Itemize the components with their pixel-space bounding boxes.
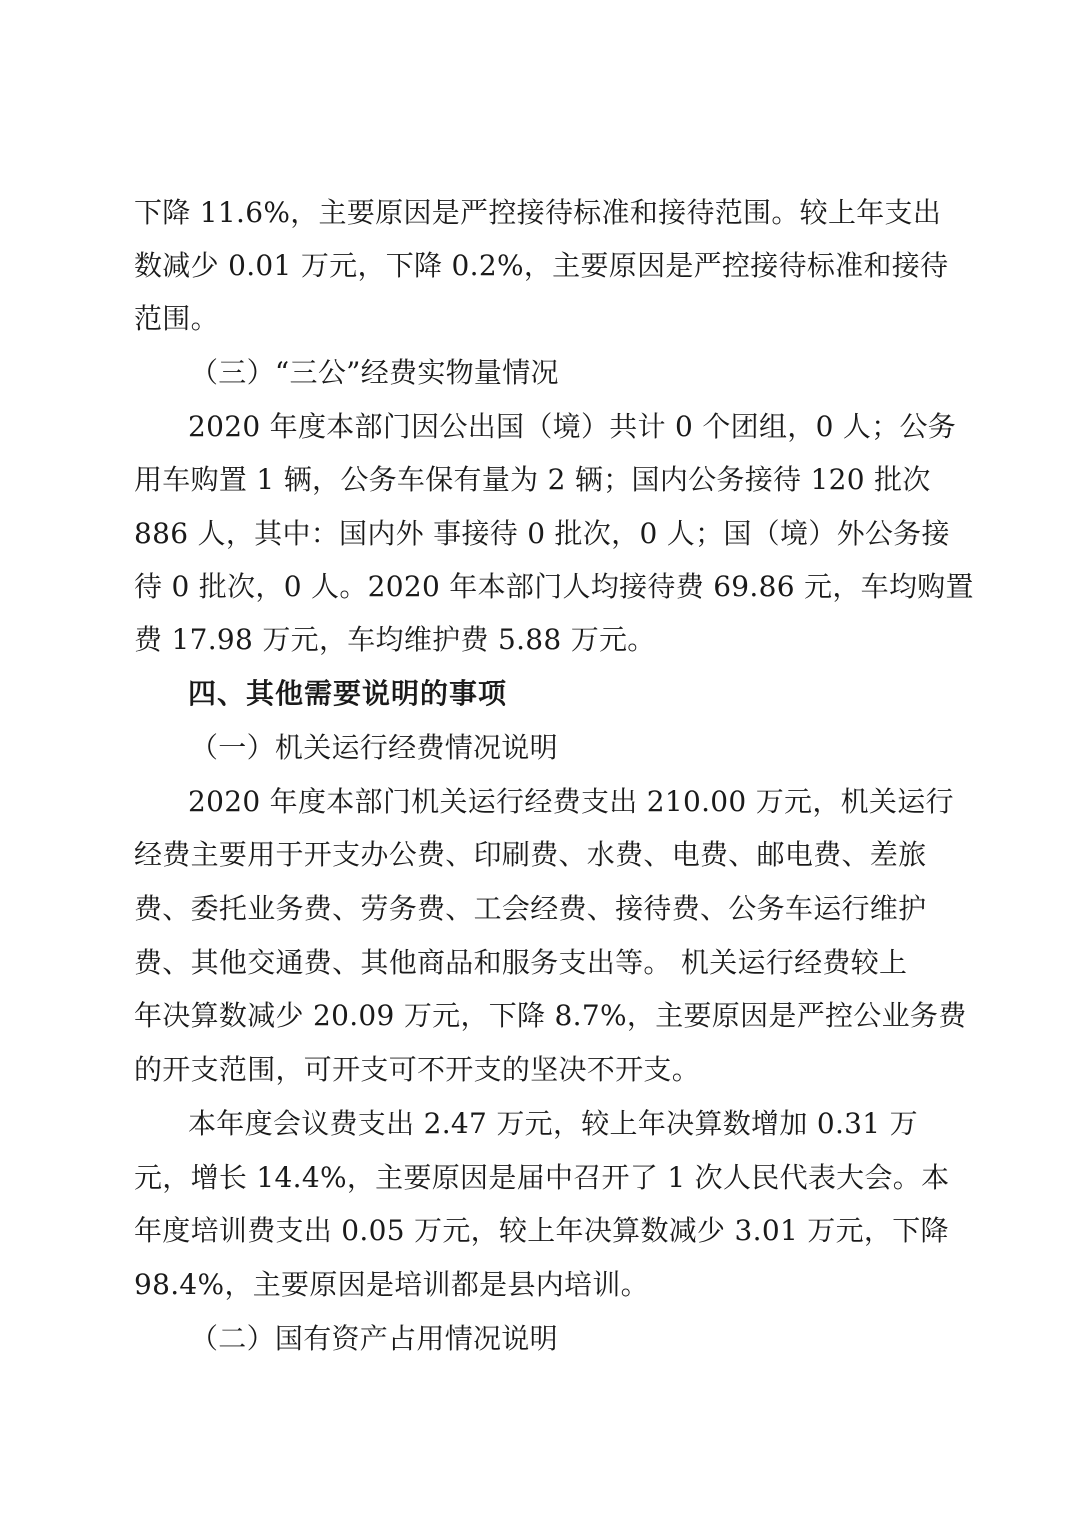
paragraph-line: 下降 11.6%，主要原因是严控接待标准和接待范围。较上年支出	[134, 196, 942, 229]
paragraph-line: 费、委托业务费、劳务费、工会经费、接待费、公务车运行维护	[134, 892, 927, 925]
paragraph-line: 范围。	[134, 302, 219, 335]
paragraph-line: 2020 年度本部门因公出国（境）共计 0 个团组，0 人；公务	[188, 410, 957, 443]
paragraph-line: 2020 年度本部门机关运行经费支出 210.00 万元，机关运行	[188, 785, 954, 818]
paragraph-line: 本年度会议费支出 2.47 万元，较上年决算数增加 0.31 万	[188, 1107, 918, 1140]
section-subheading: （二）国有资产占用情况说明	[190, 1322, 558, 1355]
paragraph-line: 年度培训费支出 0.05 万元，较上年决算数减少 3.01 万元，下降	[134, 1214, 949, 1247]
paragraph-line: 年决算数减少 20.09 万元，下降 8.7%，主要原因是严控公业务费	[134, 999, 967, 1032]
paragraph-line: 数减少 0.01 万元，下降 0.2%，主要原因是严控接待标准和接待	[134, 249, 949, 282]
paragraph-line: 的开支范围，可开支可不开支的坚决不开支。	[134, 1053, 701, 1086]
paragraph-line: 待 0 批次，0 人。2020 年本部门人均接待费 69.86 元，车均购置	[134, 570, 974, 603]
paragraph-line: 元，增长 14.4%，主要原因是届中召开了 1 次人民代表大会。本	[134, 1161, 950, 1194]
paragraph-line: 98.4%，主要原因是培训都是县内培训。	[134, 1268, 649, 1301]
section-subheading: （一）机关运行经费情况说明	[190, 731, 558, 764]
paragraph-line: 费 17.98 万元，车均维护费 5.88 万元。	[134, 623, 656, 656]
section-subheading: （三）“三公”经费实物量情况	[190, 356, 559, 389]
paragraph-line: 费、其他交通费、其他商品和服务支出等。 机关运行经费较上	[134, 946, 908, 979]
paragraph-line: 886 人，其中：国内外 事接待 0 批次，0 人；国（境）外公务接	[134, 517, 950, 550]
paragraph-line: 经费主要用于开支办公费、印刷费、水费、电费、邮电费、差旅	[134, 838, 927, 871]
section-heading: 四、其他需要说明的事项	[188, 677, 508, 710]
paragraph-line: 用车购置 1 辆，公务车保有量为 2 辆；国内公务接待 120 批次	[134, 463, 931, 496]
